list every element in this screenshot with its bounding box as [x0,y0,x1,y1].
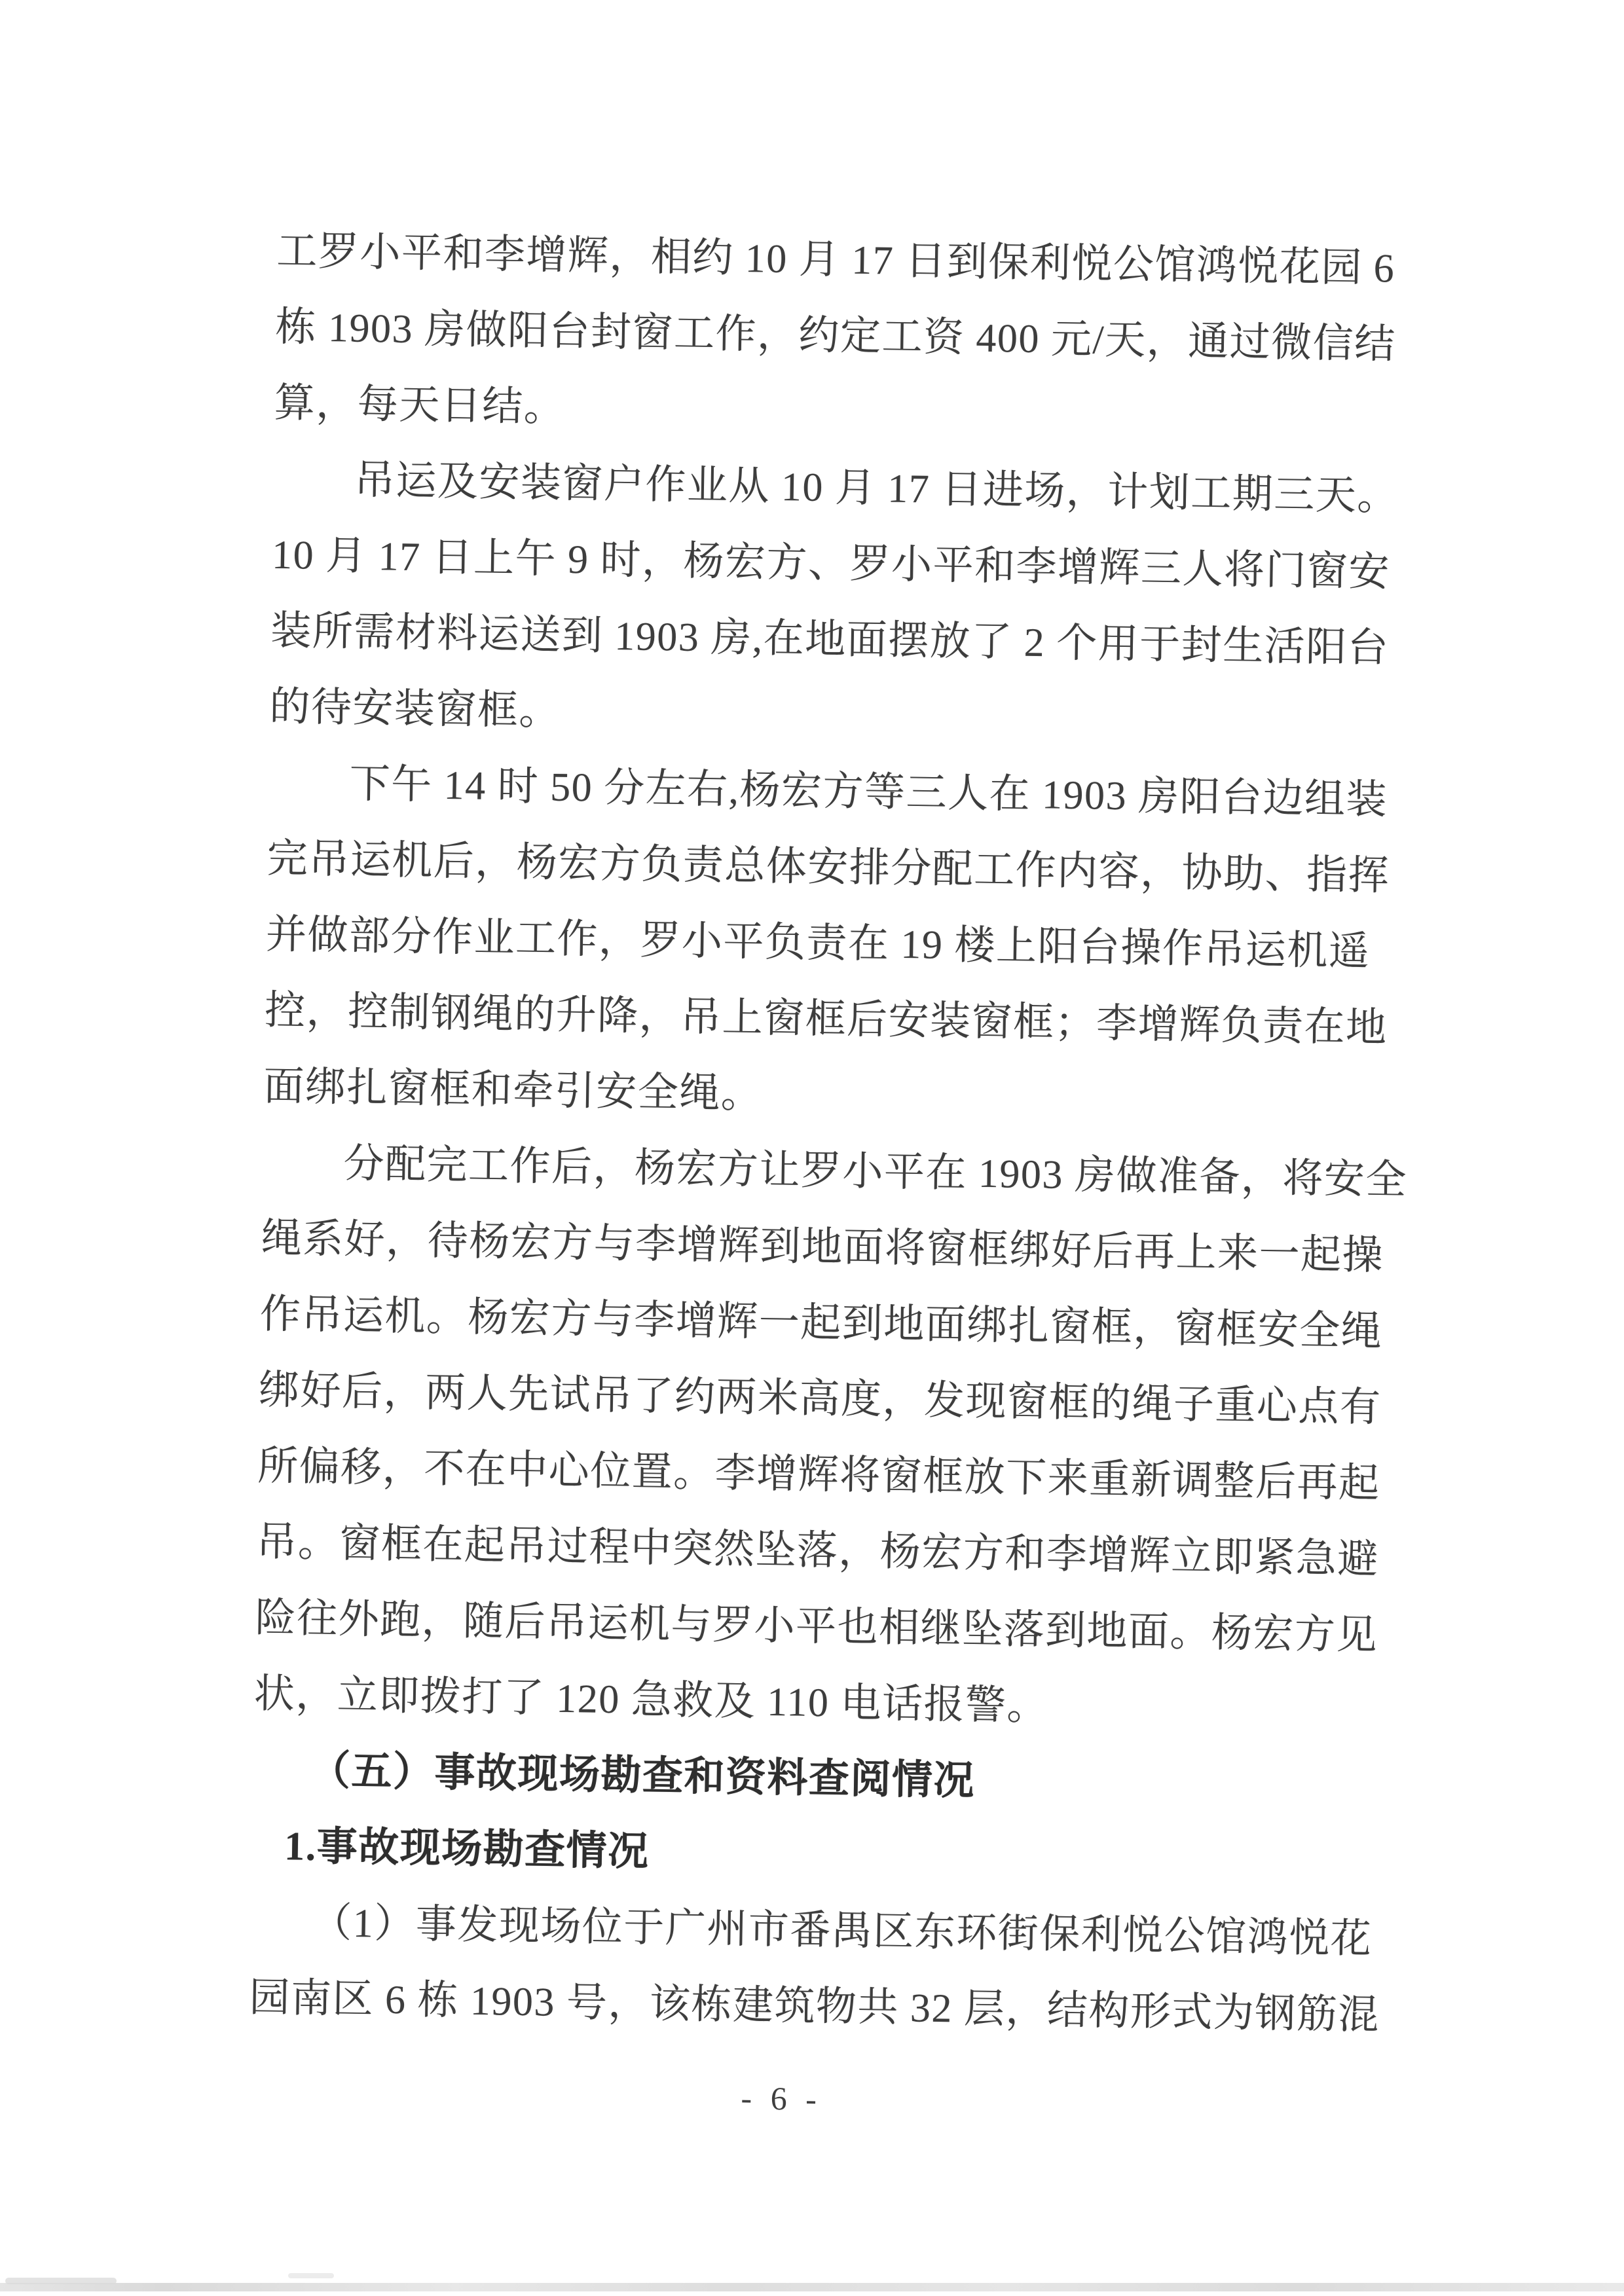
text-line: 下午 14 时 50 分左右,杨宏方等三人在 1903 房阳台边组装 [349,761,1388,823]
page-number: - 6 - [741,2079,822,2118]
text-line: 的待安装窗框。 [268,684,561,734]
text-line: 吊。窗框在起吊过程中突然坠落，杨宏方和李增辉立即紧急避 [255,1520,1380,1582]
text-line: 园南区 6 栋 1903 号，该栋建筑物共 32 层，结构形式为钢筋混 [249,1975,1380,2038]
text-line: 作吊运机。杨宏方与李增辉一起到地面绑扎窗框，窗框安全绳 [259,1292,1383,1355]
document-text-block [247,213,1475,2170]
text-line: 算，每天日结。 [274,380,566,430]
text-line: 险往外跑，随后吊运机与罗小平也相继坠落到地面。杨宏方见 [255,1595,1378,1658]
text-line: 控，控制钢绳的升降，吊上窗框后安装窗框；李增辉负责在地 [264,988,1388,1051]
text-line: 10 月 17 日上午 9 时，杨宏方、罗小平和李增辉三人将门窗安 [271,532,1391,595]
text-line: 工罗小平和李增辉，相约 10 月 17 日到保利悦公馆鸿悦花园 6 [276,228,1395,291]
scan-artifact-smudge [5,2278,117,2284]
text-line: 1.事故现场勘查情况 [284,1824,650,1875]
text-line: 并做部分作业工作，罗小平负责在 19 楼上阳台操作吊运机遥 [265,912,1371,975]
text-line: 分配完工作后，杨宏方让罗小平在 1903 房做准备，将安全 [343,1141,1408,1203]
scan-artifact-band [0,2283,1624,2291]
text-line: 绳系好，待杨宏方与李增辉到地面将窗框绑好后再上来一起操 [261,1216,1384,1279]
text-line: （五）事故现场勘查和资料查阅情况 [309,1748,976,1804]
text-line: （1）事发现场位于广州市番禺区东环街保利悦公馆鸿悦花 [310,1900,1373,1962]
text-line: 所偏移，不在中心位置。李增辉将窗框放下来重新调整后再起 [257,1444,1381,1506]
text-line: 栋 1903 房做阳台封窗工作，约定工资 400 元/天，通过微信结 [275,304,1397,367]
text-line: 状，立即拨打了 120 急救及 110 电话报警。 [253,1671,1049,1729]
text-line: 面绑扎窗框和牵引安全绳。 [263,1064,763,1117]
text-line: 装所需材料运送到 1903 房,在地面摆放了 2 个用于封生活阳台 [270,608,1390,671]
text-line: 绑好后，两人先试吊了约两米高度，发现窗框的绳子重心点有 [258,1368,1382,1430]
text-line: 完吊运机后，杨宏方负责总体安排分配工作内容，协助、指挥 [267,836,1390,899]
scan-artifact-speck [288,2273,334,2278]
text-line: 吊运及安装窗户作业从 10 月 17 日进场，计划工期三天。 [354,458,1399,519]
